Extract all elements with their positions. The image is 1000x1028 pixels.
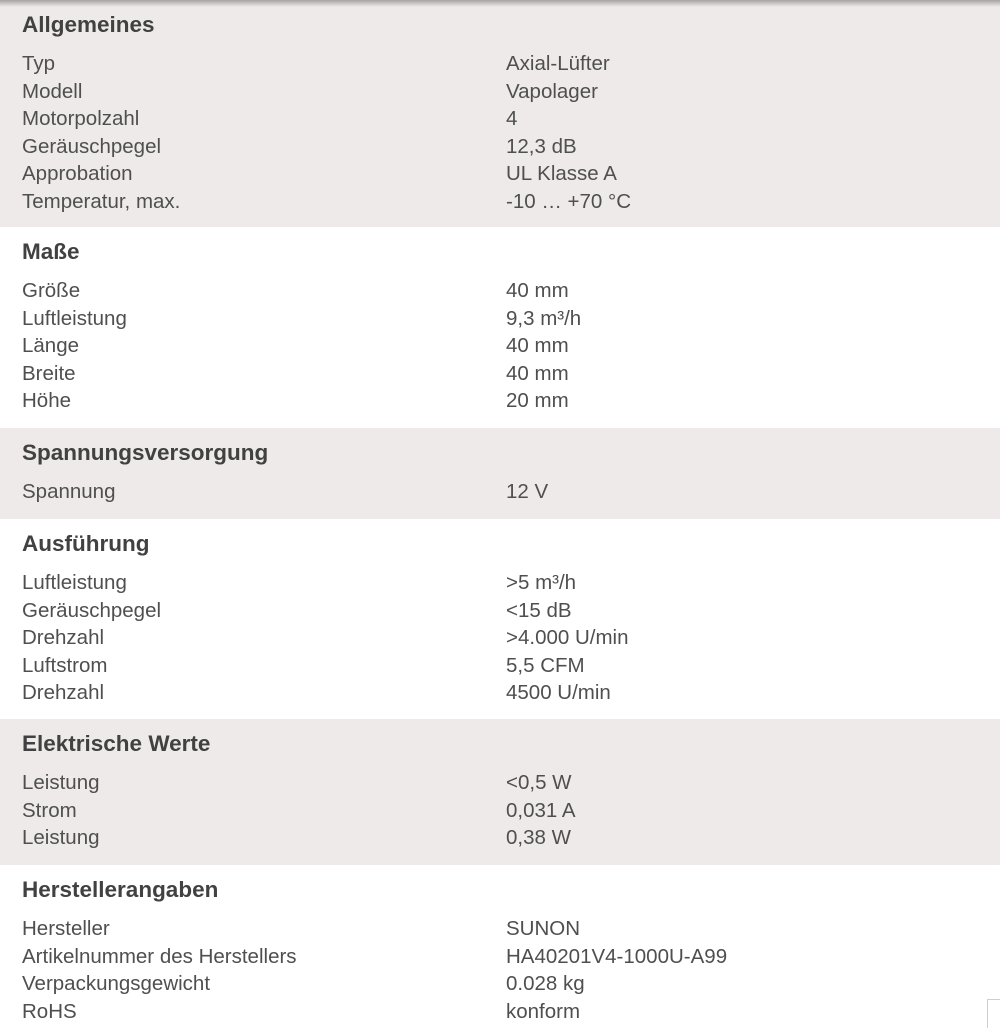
- spec-row: [22, 478, 978, 506]
- spec-label: Hersteller: [22, 917, 110, 940]
- spec-row: [22, 569, 978, 597]
- spec-row: [22, 970, 978, 998]
- spec-row: [22, 277, 978, 305]
- spec-value: konform: [506, 999, 581, 1023]
- spec-rows: [22, 277, 978, 415]
- spec-row: [22, 652, 978, 680]
- spec-label: Größe: [22, 279, 81, 302]
- spec-value: >4.000 U/min: [506, 626, 629, 649]
- spec-row: [22, 188, 978, 216]
- spec-label: Geräuschpegel: [22, 134, 162, 158]
- spec-row: [22, 769, 978, 797]
- spec-value: 4500 U/min: [506, 681, 611, 704]
- spec-label: Drehzahl: [22, 681, 105, 704]
- spec-row: [22, 797, 978, 825]
- spec-value: 0,031 A: [506, 798, 576, 822]
- spec-value: 12,3 dB: [506, 134, 577, 158]
- section-ausfuehrung: [0, 519, 1000, 719]
- spec-rows: [22, 50, 978, 215]
- spec-rows: [22, 769, 978, 852]
- section-title: Allgemeines: [22, 12, 155, 37]
- spec-value: 40 mm: [506, 361, 569, 385]
- spec-value: 0,38 W: [506, 826, 571, 849]
- spec-label: Luftleistung: [22, 306, 127, 330]
- spec-label: Strom: [22, 798, 77, 822]
- spec-rows: [22, 569, 978, 707]
- spec-row: [22, 824, 978, 852]
- top-shadow: [0, 0, 1000, 7]
- section-masse: [0, 227, 1000, 428]
- section-title: Ausführung: [22, 531, 150, 556]
- spec-row: [22, 387, 978, 415]
- spec-row: [22, 597, 978, 625]
- section-allgemeines: [0, 0, 1000, 227]
- spec-label: Länge: [22, 334, 80, 357]
- spec-row: [22, 360, 978, 388]
- spec-label: Leistung: [22, 771, 100, 794]
- spec-value: <0,5 W: [506, 771, 572, 794]
- spec-label: Modell: [22, 79, 83, 103]
- spec-label: Leistung: [22, 826, 100, 849]
- spec-label: Temperatur, max.: [22, 189, 181, 213]
- spec-label: Spannung: [22, 480, 116, 503]
- section-spannungsversorgung: [0, 428, 1000, 519]
- spec-row: [22, 679, 978, 707]
- spec-value: HA40201V4-1000U-A99: [506, 944, 728, 968]
- spec-row: [22, 624, 978, 652]
- spec-label: Geräuschpegel: [22, 598, 162, 622]
- spec-value: Axial-Lüfter: [506, 52, 610, 75]
- spec-label: Verpackungsgewicht: [22, 972, 211, 995]
- section-title: Elektrische Werte: [22, 731, 211, 756]
- spec-label: Luftleistung: [22, 571, 127, 594]
- spec-row: [22, 133, 978, 161]
- spec-row: [22, 78, 978, 106]
- spec-value: 4: [506, 107, 518, 130]
- corner-widget-edge: [987, 999, 1000, 1028]
- spec-value: SUNON: [506, 917, 581, 940]
- spec-value: 40 mm: [506, 334, 569, 357]
- section-herstellerangaben: [0, 865, 1000, 1028]
- spec-value: Vapolager: [506, 79, 598, 103]
- section-title: Spannungsversorgung: [22, 440, 269, 465]
- spec-row: [22, 998, 978, 1026]
- spec-value: 12 V: [506, 480, 549, 503]
- spec-value: 5,5 CFM: [506, 653, 585, 677]
- spec-value: 0.028 kg: [506, 972, 585, 995]
- section-elektrische-werte: [0, 719, 1000, 865]
- spec-label: Breite: [22, 361, 76, 385]
- spec-value: -10 … +70 °C: [506, 189, 631, 213]
- spec-value: 40 mm: [506, 279, 569, 302]
- spec-value: 9,3 m³/h: [506, 306, 582, 330]
- spec-row: [22, 50, 978, 78]
- spec-row: [22, 915, 978, 943]
- spec-label: Höhe: [22, 389, 72, 412]
- spec-value: 20 mm: [506, 389, 569, 412]
- spec-rows: [22, 915, 978, 1025]
- spec-row: [22, 305, 978, 333]
- spec-row: [22, 332, 978, 360]
- spec-rows: [22, 478, 978, 506]
- spec-value: <15 dB: [506, 598, 572, 622]
- spec-label: RoHS: [22, 999, 77, 1023]
- spec-row: [22, 943, 978, 971]
- section-title: Maße: [22, 239, 80, 264]
- spec-label: Typ: [22, 52, 56, 75]
- spec-value: UL Klasse A: [506, 162, 617, 185]
- spec-label: Motorpolzahl: [22, 107, 140, 130]
- spec-label: Approbation: [22, 162, 133, 185]
- spec-row: [22, 160, 978, 188]
- spec-value: >5 m³/h: [506, 571, 577, 594]
- spec-label: Luftstrom: [22, 653, 108, 677]
- section-title: Herstellerangaben: [22, 877, 219, 902]
- spec-label: Drehzahl: [22, 626, 105, 649]
- spec-label: Artikelnummer des Herstellers: [22, 944, 297, 968]
- spec-row: [22, 105, 978, 133]
